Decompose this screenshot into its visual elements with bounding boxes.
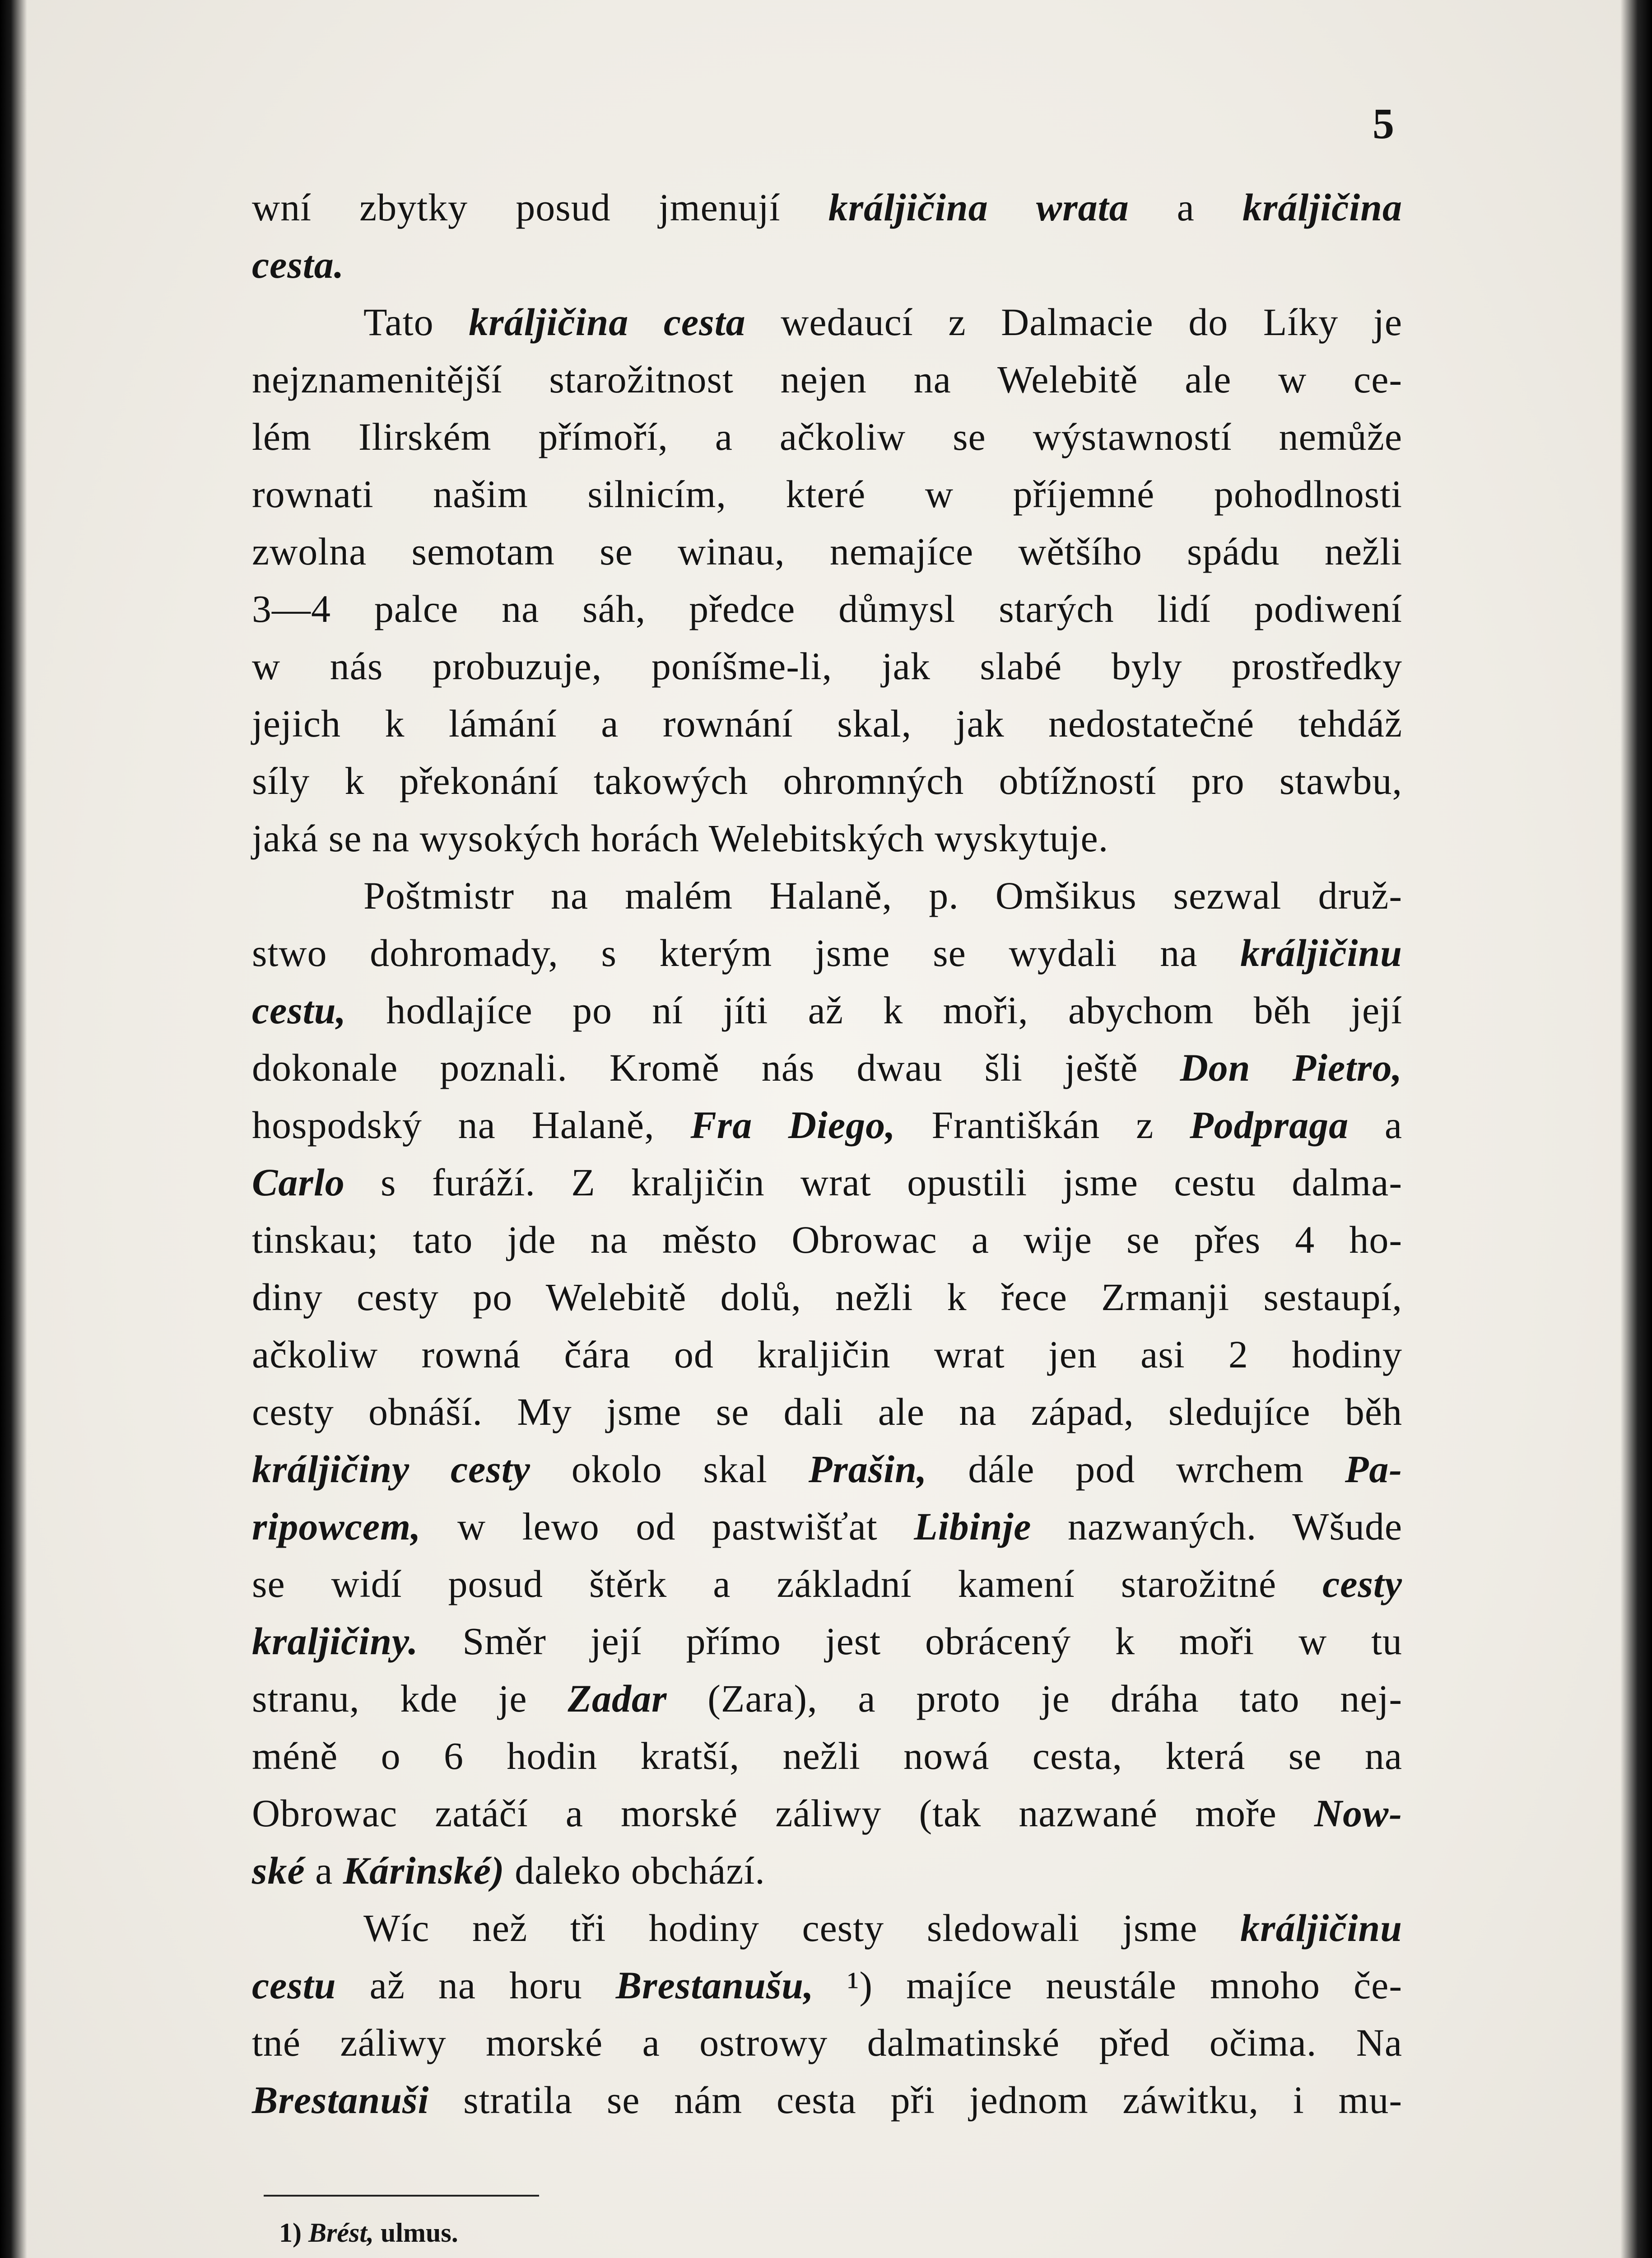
emphasized-run: cestu, [252, 989, 347, 1032]
emphasized-run: cesty [1322, 1562, 1402, 1605]
emphasized-run: králjičina wrata [828, 186, 1129, 229]
footnote-gloss: ulmus. [381, 2218, 458, 2248]
emphasized-run: cesta. [252, 243, 344, 286]
emphasized-run: kraljičiny. [252, 1619, 419, 1663]
emphasized-run: Podpraga [1190, 1103, 1349, 1147]
text-run: stranu, kde je [252, 1677, 568, 1720]
text-line [252, 1957, 1402, 2014]
emphasized-run: Fra Diego, [690, 1103, 896, 1147]
text-run: w nás probuzuje, poníšme-li, jak slabé byly prostředky [252, 644, 1402, 688]
footnote-divider [264, 2195, 539, 2197]
footnote-marker: 1) [279, 2218, 302, 2248]
text-run: Wíc než tři hodiny cesty sledowali jsme [363, 1906, 1241, 1950]
text-line [252, 523, 1402, 580]
text-run: tné záliwy morské a ostrowy dalmatinské před očima. Na [252, 2021, 1402, 2064]
emphasized-run: králjičinu [1240, 1906, 1402, 1950]
text-line [252, 580, 1402, 638]
text-run: a [1349, 1103, 1402, 1147]
emphasized-run: králjičinu [1240, 931, 1402, 975]
text-run: lém Ilirském přímoří, a ačkoliw se wýstawností nemůže [252, 415, 1402, 458]
text-line [252, 1441, 1402, 1498]
text-run: až na horu [336, 1964, 616, 2007]
text-run: wedaucí z Dalmacie do Líky je [745, 300, 1402, 344]
text-line [252, 294, 1402, 351]
text-run: s furáží. Z kraljičin wrat opustili jsme cestu dalma- [344, 1161, 1402, 1204]
text-line [252, 179, 1402, 236]
text-run: w lewo od pastwišťat [421, 1505, 914, 1548]
text-line [252, 1211, 1402, 1269]
emphasized-run: králjičiny cesty [252, 1447, 531, 1491]
text-run: tinskau; tato jde na město Obrowac a wije se přes 4 ho- [252, 1218, 1402, 1261]
text-line [252, 2014, 1402, 2071]
text-line [252, 1326, 1402, 1383]
text-run: hospodský na Halaně, [252, 1103, 691, 1147]
emphasized-run: cestu [252, 1964, 336, 2007]
text-line [252, 466, 1402, 523]
text-line [252, 1498, 1402, 1555]
emphasized-run: ské [252, 1849, 305, 1892]
text-run: se widí posud štěrk a základní kamení starožitné [252, 1562, 1323, 1605]
text-run: jejich k lámání a rownání skal, jak nedostatečné tehdáž [252, 702, 1402, 745]
body-text [252, 179, 1402, 2129]
emphasized-run: Don Pietro, [1180, 1046, 1402, 1089]
text-run: (Zara), a proto je dráha tato nej- [667, 1677, 1403, 1720]
text-run: okolo skal [530, 1447, 809, 1491]
emphasized-run: králjičina cesta [469, 300, 746, 344]
text-run: Tato [363, 300, 469, 344]
text-run: Františkán z [895, 1103, 1190, 1147]
footnote-term: Brést, [308, 2218, 374, 2248]
text-run: diny cesty po Welebitě dolů, nežli k řece Zrmanji sestaupí, [252, 1275, 1402, 1319]
footnote [279, 2217, 458, 2249]
emphasized-run: Brestanušu, [615, 1964, 814, 2007]
text-line [252, 1269, 1402, 1326]
emphasized-run: ripowcem, [252, 1505, 421, 1548]
scan-left-edge [0, 0, 27, 2258]
text-line [252, 1785, 1402, 1842]
text-run: nazwaných. Wšude [1031, 1505, 1403, 1548]
text-line [252, 1899, 1402, 1957]
text-line [252, 810, 1402, 867]
emphasized-run: Carlo [252, 1161, 345, 1204]
text-run: Obrowac zatáčí a morské záliwy (tak nazwané moře [252, 1791, 1314, 1835]
emphasized-run: Pa- [1345, 1447, 1402, 1491]
text-line [252, 1613, 1402, 1670]
text-run: stratila se nám cesta při jednom záwitku, i mu- [429, 2078, 1402, 2122]
text-run: a [1129, 186, 1242, 229]
text-line [252, 695, 1402, 752]
text-run: dále pod wrchem [927, 1447, 1345, 1491]
text-run: Směr její přímo jest obrácený k moři w tu [418, 1619, 1402, 1663]
text-line [252, 752, 1402, 810]
text-line [252, 1154, 1402, 1211]
text-line [252, 867, 1402, 924]
emphasized-run: Libinje [914, 1505, 1032, 1548]
text-line [252, 1555, 1402, 1613]
text-line [252, 638, 1402, 695]
text-run: rownati našim silnicím, které w příjemné pohodlnosti [252, 472, 1402, 516]
text-run: dokonale poznali. Kromě nás dwau šli ještě [252, 1046, 1180, 1089]
text-line [252, 2071, 1402, 2129]
emphasized-run: Zadar [568, 1677, 667, 1720]
text-run: ¹) majíce neustále mnoho če- [814, 1964, 1402, 2007]
text-line [252, 1096, 1402, 1154]
page-number: 5 [1373, 99, 1394, 148]
text-run: daleko obchází. [504, 1849, 765, 1892]
emphasized-run: Prašin, [808, 1447, 927, 1491]
emphasized-run: králjičina [1242, 186, 1403, 229]
text-line [252, 1842, 1402, 1899]
text-run: a [305, 1849, 343, 1892]
text-line [252, 1039, 1402, 1096]
text-run: jaká se na wysokých horách Welebitských wyskytuje. [252, 816, 1109, 860]
scan-right-edge [1620, 0, 1652, 2258]
text-line [252, 236, 1402, 294]
text-run: nejznamenitější starožitnost nejen na Welebitě ale w ce- [252, 358, 1402, 401]
text-line [252, 351, 1402, 408]
text-run: cesty obnáší. My jsme se dali ale na západ, sledujíce běh [252, 1390, 1402, 1433]
text-run: ačkoliw rowná čára od kraljičin wrat jen asi 2 hodiny [252, 1333, 1402, 1376]
text-line [252, 982, 1402, 1039]
text-run: síly k překonání takowých ohromných obtížností pro stawbu, [252, 759, 1402, 802]
emphasized-run: Now- [1314, 1791, 1402, 1835]
text-line [252, 1727, 1402, 1785]
text-run: wní zbytky posud jmenují [252, 186, 828, 229]
text-run: zwolna semotam se winau, nemajíce wětšího spádu nežli [252, 530, 1402, 573]
text-run: Poštmistr na malém Halaně, p. Omšikus sezwal druž- [363, 874, 1402, 917]
text-line [252, 1383, 1402, 1441]
text-line [252, 408, 1402, 466]
text-line [252, 1670, 1402, 1727]
text-run: 3—4 palce na sáh, předce důmysl starých lidí podiwení [252, 587, 1402, 630]
emphasized-run: Brestanuši [252, 2078, 429, 2122]
text-run: hodlajíce po ní jíti až k moři, abychom běh její [346, 989, 1402, 1032]
text-run: stwo dohromady, s kterým jsme se wydali na [252, 931, 1241, 975]
text-run: méně o 6 hodin kratší, nežli nowá cesta, která se na [252, 1734, 1402, 1777]
emphasized-run: Kárinské) [343, 1849, 505, 1892]
text-line [252, 924, 1402, 982]
